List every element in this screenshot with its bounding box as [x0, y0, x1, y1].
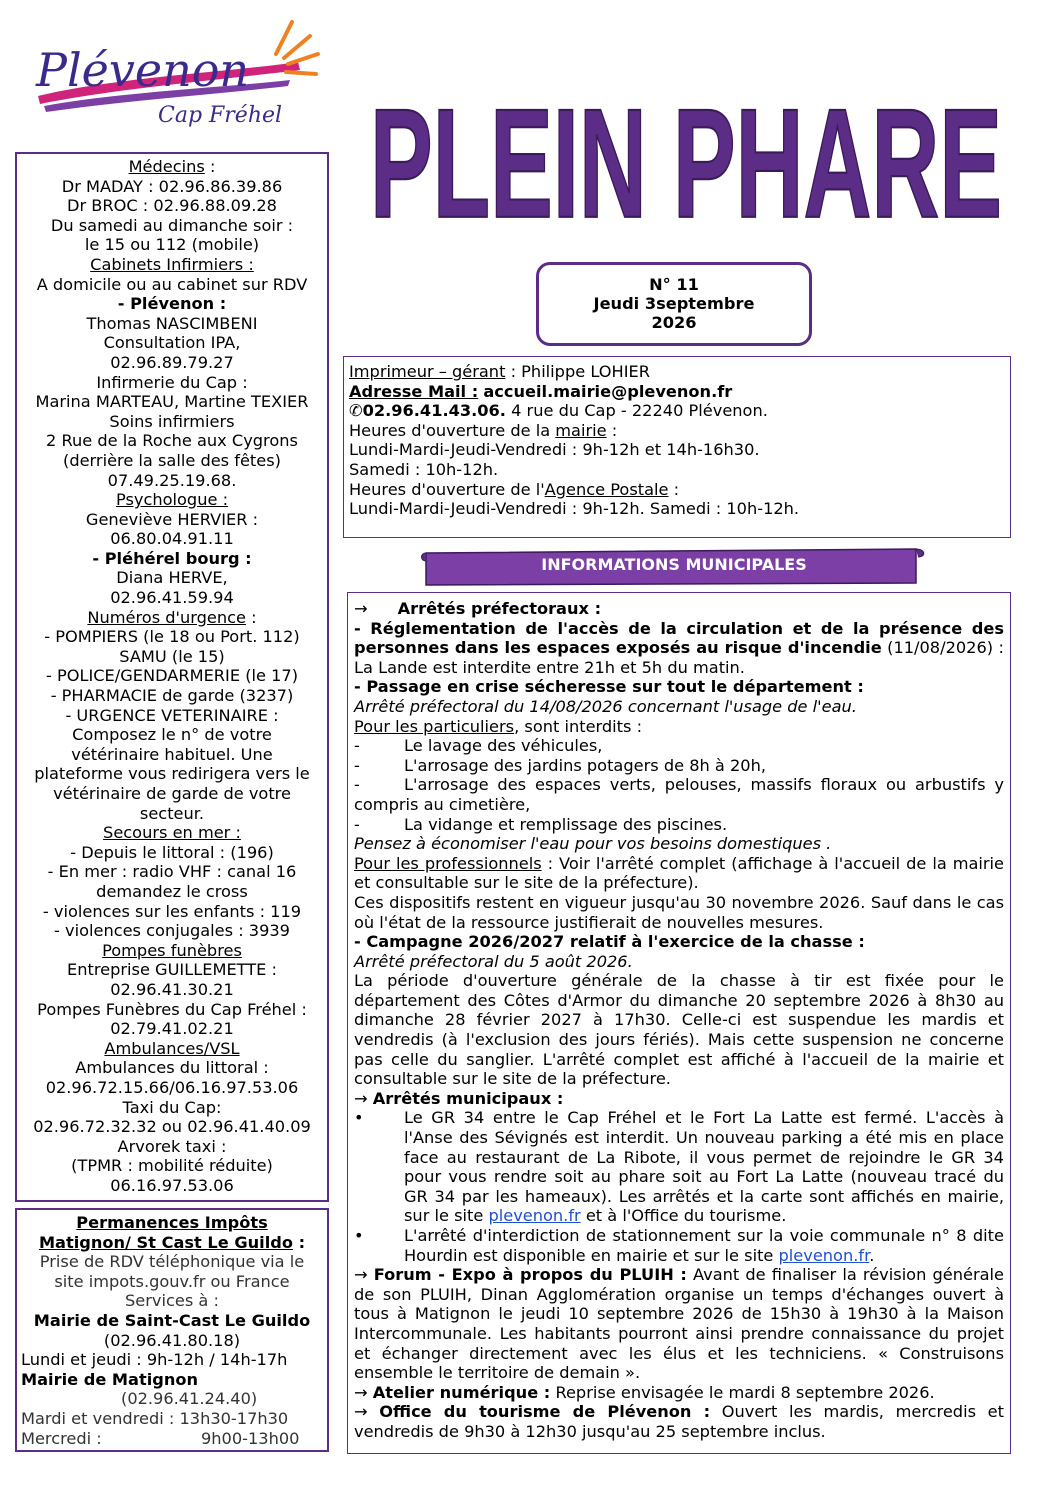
secours-heading: Secours en mer :	[103, 823, 241, 843]
ambulances-line: 02.96.72.32.32 ou 02.96.41.40.09	[33, 1117, 311, 1137]
bullet-text: Le GR 34 entre le Cap Fréhel et le Fort La Latte est fermé. L'accès à l'Anse des Sévignés est interdit. Un nouveau parking a été mis en place face au restaurant de La Ribote, il vous permet de rejoindre le GR 34 pour vous rendre soit au phare soit au Fort La Latte (nouveau tracé du GR 34 par les hameaux). Les arrêtés et la carte sont affichés en mairie, sur le site	[404, 1108, 1004, 1226]
particuliers-label: Pour les particuliers	[354, 716, 515, 736]
medecins-line: le 15 ou 112 (mobile)	[84, 235, 260, 255]
arretes-prefectoraux-heading: Arrêtés préfectoraux :	[397, 599, 602, 618]
medecins-line: Du samedi au dimanche soir :	[50, 215, 294, 235]
list-item: - Le lavage des véhicules,	[354, 736, 603, 756]
plevenon-link[interactable]: plevenon.fr	[488, 1206, 581, 1226]
infirmiers-line: 2 Rue de la Roche aux Cygrons	[46, 431, 298, 451]
ambulances-line: (TPMR : mobilité réduite)	[71, 1156, 273, 1176]
pompes-line: Entreprise GUILLEMETTE :	[66, 960, 277, 980]
urgence-line: - URGENCE VETERINAIRE :	[65, 705, 279, 725]
secheresse-title: - Passage en crise sécheresse sur tout le département :	[354, 677, 864, 697]
issue-date: Jeudi 3septembre	[593, 294, 755, 313]
infirmiers-line: A domicile ou au cabinet sur RDV	[36, 274, 308, 294]
mairie-saint-cast-hours: Lundi et jeudi : 9h-12h / 14h-17h	[21, 1350, 288, 1370]
vigueur-text: Ces dispositifs restent en vigueur jusqu'au 30 novembre 2026. Sauf dans le cas où l'état de la ressource justifierait de nouvelles mesures.	[354, 892, 1004, 932]
office-text: Ouvert les mardis, mercredis et vendredis de 9h30 à 12h30 jusqu'au 25 septembre inclus.	[354, 1402, 1004, 1441]
arrow-icon: →	[354, 1088, 373, 1108]
impots-title: Permanences Impôts	[76, 1213, 268, 1232]
mairie-phone: 02.96.41.43.06.	[362, 401, 506, 421]
mairie-matignon-hours: Mardi et vendredi : 13h30-17h30	[21, 1408, 289, 1428]
arrow-icon: →	[354, 1402, 380, 1422]
office-title: Office du tourisme de Plévenon :	[379, 1402, 711, 1422]
plevenon-link[interactable]: plevenon.fr	[778, 1245, 870, 1265]
main-content	[347, 592, 1011, 1454]
issue-box	[536, 262, 812, 346]
psy-heading: Psychologue :	[115, 490, 229, 510]
pleherel-line: 02.96.41.59.94	[110, 588, 234, 608]
impots-panel: Permanences Impôts Matignon/ St Cast Le Guildo : Prise de RDV téléphonique via le site impots.gouv.fr ou France Services à : Mairie de Saint-Cast Le Guildo (02.96.41.80.18) Lundi et jeudi : 9h-12h / 14h-17h Mairie de Matignon (02.96.41.24.40) Mardi et vendredi : 13h30-17h30 Mercredi : 9h00-13h00	[15, 1208, 329, 1452]
mairie-hours-label: Heures d'ouverture de la	[349, 420, 556, 440]
mairie-address: 4 rue du Cap - 22240 Plévenon.	[505, 401, 768, 421]
secours-line: - Depuis le littoral : (196)	[70, 842, 274, 862]
ambulances-line: 02.96.72.15.66/06.16.97.53.06	[45, 1077, 299, 1097]
psy-line: 06.80.04.91.11	[110, 529, 234, 549]
phone-icon: ✆	[349, 401, 363, 421]
urgence-line: - POLICE/GENDARMERIE (le 17)	[45, 666, 299, 686]
urgence-line: SAMU (le 15)	[119, 646, 225, 666]
section-title: INFORMATIONS MUNICIPALES	[541, 555, 807, 574]
atelier-text: Reprise envisagée le mardi 8 septembre 2026.	[550, 1382, 935, 1402]
mairie-saint-cast-tel: (02.96.41.80.18)	[103, 1330, 241, 1350]
impots-subtitle: Matignon/ St Cast Le Guildo	[38, 1232, 293, 1252]
plevenon-heading: - Plévenon :	[117, 294, 227, 314]
particuliers-text: , sont interdits :	[514, 716, 643, 736]
arrow-icon: →	[354, 1265, 374, 1285]
pompes-line: 02.96.41.30.21	[110, 979, 234, 999]
urgence-line: - PHARMACIE de garde (3237)	[50, 686, 294, 706]
poste-hours: Lundi-Mardi-Jeudi-Vendredi : 9h-12h. Samedi : 10h-12h.	[349, 499, 800, 519]
list-item: - L'arrosage des espaces verts, pelouses, massifs floraux ou arbustifs y compris au cimetière,	[354, 775, 1004, 814]
pleherel-line: Diana HERVE,	[116, 568, 228, 588]
list-item-text: Le lavage des véhicules,	[404, 736, 603, 756]
urgence-line: - POMPIERS (le 18 ou Port. 112)	[44, 627, 300, 647]
arrow-icon: →	[354, 1382, 373, 1402]
secours-line: - violences sur les enfants : 119	[42, 901, 302, 921]
secheresse-arrete: Arrêté préfectoral du 14/08/2026 concernant l'usage de l'eau.	[354, 696, 857, 716]
list-item-text: L'arrosage des espaces verts, pelouses, massifs floraux ou arbustifs y compris au cimetière,	[354, 775, 1004, 814]
infirmiers-line: Thomas NASCIMBENI	[86, 313, 258, 333]
mercredi-label: Mercredi :	[21, 1428, 102, 1448]
arretes-municipaux-heading: Arrêtés municipaux :	[372, 1088, 564, 1108]
medecins-line: Dr BROC : 02.96.88.09.28	[67, 196, 277, 216]
mairie-info-panel: Imprimeur – gérant : Philippe LOHIER Adresse Mail : accueil.mairie@plevenon.fr ✆02.96.41.43.06. 4 rue du Cap - 22240 Plévenon. Heures d'ouverture de la mairie : Lundi-Mardi-Jeudi-Vendredi : 9h-12h et 14h-16h30. Samedi : 10h-12h. Heures d'ouverture de l'Agence Postale : Lundi-Mardi-Jeudi-Vendredi : 9h-12h. Samedi : 10h-12h.	[343, 356, 1011, 538]
mairie-saturday: Samedi : 10h-12h.	[349, 459, 499, 479]
arrow-icon: →	[354, 599, 368, 618]
infirmiers-line: (derrière la salle des fêtes)	[63, 450, 281, 470]
bullet-text: L'arrêté d'interdiction de stationnement sur la voie communale n° 8 dite Hourdin est disponible en mairie et sur le site	[404, 1226, 1004, 1265]
reglementation-title: - Réglementation de l'accès de la circulation et de la présence des personnes dans les espaces exposés au risque d'incendie	[354, 618, 1004, 658]
masthead-title	[368, 32, 1008, 232]
list-item-text: L'arrosage des jardins potagers de 8h à 20h,	[404, 755, 766, 775]
pros-text: : Voir l'arrêté complet (affichage à l'accueil de la mairie et consultable sur le site de la préfecture).	[354, 853, 1004, 893]
infirmiers-line: Marina MARTEAU, Martine TEXIER	[35, 392, 309, 412]
poste-word: Agence Postale	[544, 479, 669, 499]
chasse-title: - Campagne 2026/2027 relatif à l'exercice de la chasse :	[354, 932, 865, 952]
pensez-text: Pensez à économiser l'eau pour vos besoins domestiques .	[354, 834, 832, 854]
issue-year: 2026	[651, 313, 697, 332]
mairie-hours: Lundi-Mardi-Jeudi-Vendredi : 9h-12h et 14h-16h30.	[349, 440, 760, 460]
plevenon-logo	[30, 14, 320, 134]
forum-text: Avant de finaliser la révision générale de son PLUIH, Dinan Agglomération organise un temps d'échanges ouvert à tous à Matignon le jeudi 10 septembre 2026 de 15h30 à 19h30 à la Maison Intercommunale. Les habitants pourront ainsi prendre connaissance du projet et échanger directement avec les élus et les techniciens. « Construisons ensemble le territoire de demain ».	[354, 1265, 1004, 1383]
logo-subtitle: Cap Fréhel	[158, 103, 283, 128]
mail-label: Adresse Mail :	[349, 381, 479, 401]
issue-number: N° 11	[649, 275, 699, 294]
bullet-text-end: .	[869, 1245, 875, 1265]
logo-name: Plévenon	[36, 43, 250, 97]
poste-hours-label: Heures d'ouverture de l'	[349, 479, 545, 499]
infirmiers-line: Consultation IPA,	[103, 333, 241, 353]
impots-line: Prise de RDV téléphonique via le	[39, 1252, 305, 1272]
mail-link[interactable]: accueil.mairie@plevenon.fr	[483, 381, 733, 401]
pompes-line: Pompes Funèbres du Cap Fréhel :	[37, 999, 307, 1019]
medecins-heading: Médecins	[128, 157, 205, 176]
secours-line: demandez le cross	[96, 881, 248, 901]
ambulances-line: Taxi du Cap:	[122, 1097, 222, 1117]
imprimeur-value: : Philippe LOHIER	[505, 362, 650, 381]
urgence-line: vétérinaire habituel. Une	[71, 744, 273, 764]
bullet-item: • L'arrêté d'interdiction de stationnement sur la voie communale n° 8 dite Hourdin est disponible en mairie et sur le site plevenon.fr.	[354, 1226, 1004, 1265]
pleherel-heading: - Pléhérel bourg :	[92, 548, 252, 568]
list-item: - L'arrosage des jardins potagers de 8h à 20h,	[354, 755, 766, 775]
mairie-saint-cast: Mairie de Saint-Cast Le Guildo	[33, 1310, 311, 1330]
mercredi-hours: 9h00-13h00	[201, 1428, 300, 1448]
list-item-text: La vidange et remplissage des piscines.	[404, 814, 728, 834]
bullet-item: • Le GR 34 entre le Cap Fréhel et le Fort La Latte est fermé. L'accès à l'Anse des Sévignés est interdit. Un nouveau parking a été mis en place face au restaurant de La Ribote, il vous permet de rejoindre le GR 34 pour vous rendre soit au phare soit au Fort La Latte (nouveau tracé du GR 34 par les hameaux). Les arrêtés et la carte sont affichés en mairie, sur le site plevenon.fr et à l'Office du tourisme.	[354, 1108, 1004, 1226]
impots-line: site impots.gouv.fr ou France	[54, 1271, 290, 1291]
urgence-line: vétérinaire de garde de votre	[53, 784, 291, 803]
secours-line: - violences conjugales : 3939	[54, 921, 290, 941]
forum-title: Forum - Expo à propos du PLUIH :	[373, 1265, 687, 1285]
infirmiers-heading: Cabinets Infirmiers :	[90, 254, 254, 274]
ambulances-line: Ambulances du littoral :	[75, 1058, 269, 1078]
secours-line: - En mer : radio VHF : canal 16	[47, 862, 297, 882]
mairie-matignon: Mairie de Matignon	[21, 1369, 199, 1389]
atelier-title: Atelier numérique :	[372, 1382, 551, 1402]
urgence-line: secteur.	[139, 803, 205, 823]
mairie-matignon-tel: (02.96.41.24.40)	[121, 1389, 258, 1409]
medecins-line: Dr MADAY : 02.96.86.39.86	[61, 176, 283, 196]
urgence-line: Composez le n° de votre	[72, 725, 272, 745]
imprimeur-label: Imprimeur – gérant	[349, 362, 506, 381]
urgence-heading: Numéros d'urgence	[87, 607, 246, 627]
bullet-text-end: et à l'Office du tourisme.	[580, 1206, 787, 1226]
pros-label: Pour les professionnels	[354, 853, 542, 873]
ambulances-heading: Ambulances/VSL	[104, 1038, 240, 1058]
mairie-word: mairie	[555, 420, 607, 440]
infirmiers-line: Soins infirmiers	[109, 411, 235, 431]
pompes-line: 02.79.41.02.21	[110, 1019, 234, 1039]
impots-line: Services à :	[125, 1291, 219, 1311]
urgence-line: plateforme vous redirigera vers le	[34, 764, 310, 784]
infirmiers-line: 07.49.25.19.68.	[107, 470, 237, 490]
chasse-text: La période d'ouverture générale de la chasse à tir est fixée pour le département des Côtes d'Armor du dimanche 20 septembre 2026 à 8h30 au dimanche 28 février 2027 à 17h30. Celle-ci est suspendue les mardis et vendredis (à l'exclusion des jours fériés). Mais cette suspension ne concerne pas celle du sanglier. L'arrêté complet est affiché à l'accueil de la mairie et consultable sur le site de la préfecture.	[354, 971, 1004, 1089]
contacts-panel: Médecins : Dr MADAY : 02.96.86.39.86 Dr BROC : 02.96.88.09.28 Du samedi au dimanche soir : le 15 ou 112 (mobile) Cabinets Infirmiers : A domicile ou au cabinet sur RDV - Plévenon : Thomas NASCIMBENI Consultation IPA, 02.96.89.79.27 Infirmerie du Cap : Marina MARTEAU, Martine TEXIER Soins infirmiers 2 Rue de la Roche aux Cygrons (derrière la salle des fêtes) 07.49.25.19.68. Psychologue : Geneviève HERVIER : 06.80.04.91.11 - Pléhérel bourg : Diana HERVE, 02.96.41.59.94 Numéros d'urgence : - POMPIERS (le 18 ou Port. 112) SAMU (le 15) - POLICE/GENDARMERIE (le 17) - PHARMACIE de garde (3237) - URGENCE VETERINAIRE : Composez le n° de votre vétérinaire habituel. Une plateforme vous redirigera vers le vétérinaire de garde de votre secteur. Secours en mer : - Depuis le littoral : (196) - En mer : radio VHF : canal 16 demandez le cross - violences sur les enfants : 119 - violences conjugales : 3939 Pompes funèbres Entreprise GUILLEMETTE : 02.96.41.30.21 Pompes Funèbres du Cap Fréhel : 02.79.41.02.21 Ambulances/VSL Ambulances du littoral : 02.96.72.15.66/06.16.97.53.06 Taxi du Cap: 02.96.72.32.32 ou 02.96.41.40.09 Arvorek taxi : (TPMR : mobilité réduite) 06.16.97.53.06	[15, 152, 329, 1202]
infirmiers-line: 02.96.89.79.27	[110, 352, 234, 372]
list-item: - La vidange et remplissage des piscines.	[354, 814, 728, 834]
ambulances-line: Arvorek taxi :	[117, 1136, 227, 1156]
pompes-heading: Pompes funèbres	[102, 940, 242, 960]
infirmiers-line: Infirmerie du Cap :	[96, 372, 248, 392]
chasse-arrete: Arrêté préfectoral du 5 août 2026.	[354, 951, 633, 971]
psy-line: Geneviève HERVIER :	[85, 509, 259, 529]
reglementation-text: (11/08/2026) : La Lande est interdite entre 21h et 5h du matin.	[354, 638, 1004, 677]
svg-text:PLEIN PHARE: PLEIN PHARE	[370, 77, 1002, 232]
ambulances-line: 06.16.97.53.06	[110, 1175, 234, 1195]
